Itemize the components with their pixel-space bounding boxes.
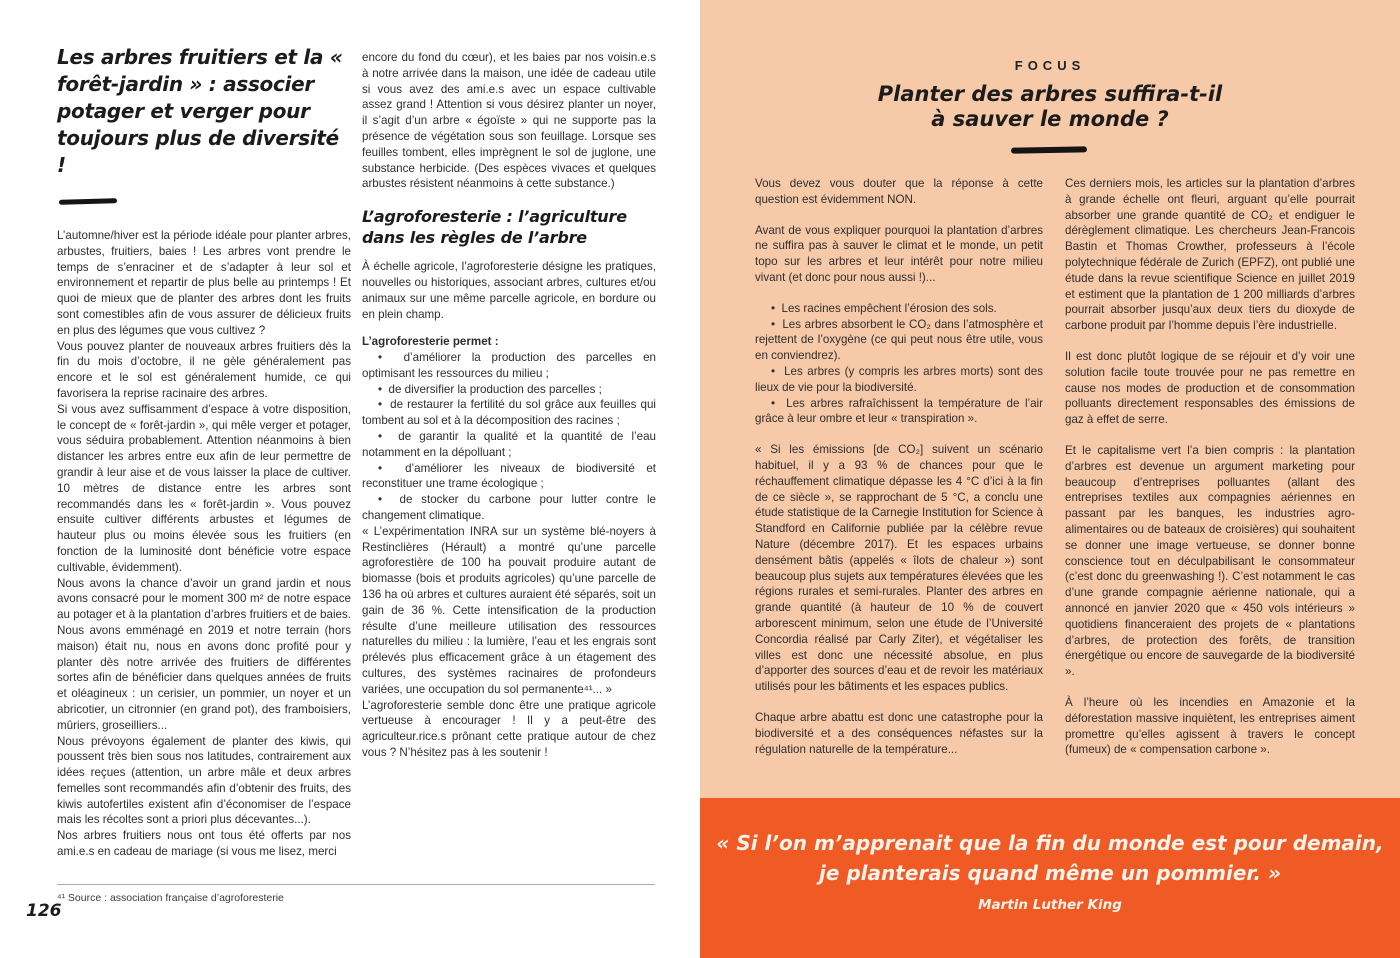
bullet-item: • de diversifier la production des parcelles ; — [362, 382, 656, 398]
title-underline — [59, 198, 117, 205]
paragraph: À l’heure où les incendies en Amazonie et la déforestation massive inquiètent, les entreprises aiment promettre qu’elles agissent à travers le concept (fumeux) de « compensation carbone ». — [1065, 695, 1355, 757]
page-number: 126 — [26, 901, 62, 921]
paragraph: Si vous avez suffisamment d’espace à votre disposition, le concept de « forêt-jardin », qui mêle verger et potager, vous séduira probablement. Attention néanmoins à bien distancer les arbres entre eux afin de leur permettre de grandir à leur aise et de vous laisser la place de cultiver. 10 mètres de distance entre les arbres sont recommandés dans les « forêt-jardin ». Vous pouvez ensuite cultiver différents arbustes et légumes de hauteur plus ou moins élevée sous les fruitiers (en fonction de la luminosité dont bénéficie votre espace cultivable, évidemment). — [57, 402, 351, 574]
bullet-item: • de stocker du carbone pour lutter contre le changement climatique. — [362, 492, 656, 524]
focus-title — [700, 82, 1400, 132]
left-column-1 — [57, 44, 351, 860]
article-title: Les arbres fruitiers et la « forêt-jardin » : associer potager et verger pour toujours plus de diversité ! — [57, 45, 343, 177]
paragraph: Il est donc plutôt logique de se réjouir et d’y voir une solution facile toute trouvée pour ne pas remettre en cause nos modes de production et de consommation polluants directement responsables des émissions de gaz à effet de serre. — [1065, 349, 1355, 427]
quote-author: Martin Luther King — [978, 897, 1122, 913]
paragraph: L’agroforesterie semble donc être une pratique agricole vertueuse à encourager ! Il y a peut-être des agriculteur.rice.s prônant cette pratique autour de chez vous ? N’hésitez pas à les soutenir ! — [362, 698, 656, 760]
right-page — [700, 0, 1400, 958]
bullet-item: • d’améliorer la production des parcelles en optimisant les ressources du milieu ; — [362, 350, 656, 382]
paragraph: Vous pouvez planter de nouveaux arbres fruitiers dès la fin du mois d’octobre, il ne gèle généralement pas encore et le sol est généralement humide, ce qui favorisera la reprise racinaire des arbres. — [57, 339, 351, 400]
bullet-item: • Les arbres (y compris les arbres morts) sont des lieux de vie pour la biodiversité. — [755, 364, 1043, 396]
paragraph: Nos arbres fruitiers nous ont tous été offerts par nos ami.e.s en cadeau de mariage (si vous me lisez, merci — [57, 829, 351, 859]
focus-kicker: FOCUS — [1014, 58, 1086, 73]
focus-underline — [1011, 146, 1087, 153]
focus-title-line1: Planter des arbres suffira-t-il — [877, 82, 1223, 106]
right-column-2 — [1065, 176, 1355, 773]
bullet-item: • d’améliorer les niveaux de biodiversité et reconstituer une trame écologique ; — [362, 461, 656, 493]
paragraph: L’automne/hiver est la période idéale pour planter arbres, arbustes, fruitiers, baies ! Les arbres vont prendre le temps de s’enraciner et de s’adapter à leur sol et environnement et repartir de plus belle au printemps ! Et quoi de mieux que de planter des arbres dont les fruits sont comestibles afin de vous assurer de délicieux fruits en plus des légumes que vous cultivez ? — [57, 229, 351, 337]
paragraph: Vous devez vous douter que la réponse à cette question est évidemment NON. — [755, 177, 1043, 206]
paragraph: Nous avons la chance d’avoir un grand jardin et nous avons consacré pour le moment 300 m² de notre espace au potager et à la plantation d’arbres fruitiers et de baies. Nous avons emménagé en 2019 et notre terrain (hors maison) était nu, nous en avons donc profité pour y planter dès notre arrivée des fruitiers de différentes sortes afin de bénéficier dans quelques années de fruits et oléagineux : un cerisier, un pommier, un noyer et un abricotier, un citronnier (en grand pot), des framboisiers, mûriers, groseilliers... — [57, 576, 351, 732]
right-column-1 — [755, 176, 1043, 772]
quote-band — [700, 798, 1400, 958]
footnote-rule — [57, 884, 655, 885]
footnote: ⁴¹ Source : association française d’agroforesterie — [57, 892, 284, 904]
section-subheading: L’agroforesterie : l’agriculture dans les règles de l’arbre — [362, 207, 627, 247]
bullet-list — [755, 301, 1043, 427]
bullet-item: • Les arbres rafraîchissent la température de l’air grâce à leur ombre et leur « transpiration ». — [755, 396, 1043, 428]
quote-line: « Si l’on m’apprenait que la fin du monde est pour demain, — [716, 831, 1384, 855]
paragraph: Et le capitalisme vert l’a bien compris : la plantation d’arbres est devenue un argument marketing pour beaucoup d’entreprises polluantes (allant des entreprises textiles aux compagnies aériennes en passant par les banques, les industries agro-alimentaires ou de bateaux de croisières) qui souhaitent se donner une image vertueuse, se donner bonne conscience tout en déculpabilisant le consommateur (c’est donc du greenwashing !). C’est notamment le cas d’une grande compagnie aérienne nationale, qui a annoncé en janvier 2020 que « 450 vols intérieurs » quotidiens financeraient des projets de « plantations d’arbres, de protection des forêts, de transition énergétique ou encore de sauvegarde de la biodiversité ». — [1065, 443, 1355, 679]
bullet-item: • Les racines empêchent l’érosion des sols. — [755, 301, 1043, 317]
focus-title-line2: à sauver le monde ? — [931, 107, 1169, 132]
paragraph: Ces derniers mois, les articles sur la plantation d’arbres à grande échelle ont fleuri, arguant qu’elle pourrait absorber une grande quantité de CO₂ et endiguer le dérèglement climatique. Les chercheurs Jean-Francois Bastin et Thomas Crowther, professeurs à l’école polytechnique fédérale de Zurich (EPFZ), ont publié une étude dans la revue scientifique Science en juillet 2019 et estiment que la plantation de 1 200 milliards d’arbres pourrait absorber jusqu’aux deux tiers du dioxyde de carbone produit par l’homme depuis l’ère industrielle. — [1065, 177, 1355, 333]
left-column-2 — [362, 50, 656, 761]
paragraph: Chaque arbre abattu est donc une catastrophe pour la biodiversité et a des conséquences néfastes sur la régulation naturelle de la température... — [755, 710, 1043, 756]
paragraph: Nous prévoyons également de planter des kiwis, qui poussent très bien sous nos latitudes, contrairement aux idées reçues (attention, un arbre mâle et deux arbres femelles sont recommandés afin d’obtenir des fruits, des kiwis autofertiles existent afin d’économiser de l’espace mais les récoltes sont a priori plus décevantes...). — [57, 734, 351, 827]
paragraph: encore du fond du cœur), et les baies par nos voisin.e.s à notre arrivée dans la maison, une idée de cadeau utile si vous avez des ami.e.s avec un espace cultivable assez grand ! Attention si vous désirez planter un noyer, il s’agit d’un arbre « égoïste » qui ne supporte pas la présence de végétation sous son feuillage. Lorsque ses feuilles tombent, elles imprègnent le sol de juglone, une substance herbicide. (Des espèces vivaces et quelques arbustes résistent néanmoins à cette substance.) — [362, 51, 656, 191]
bullet-item: • de garantir la qualité et la quantité de l’eau notamment en la dépolluant ; — [362, 429, 656, 461]
quote-line: je planterais quand même un pommier. » — [818, 861, 1281, 885]
paragraph: À échelle agricole, l’agroforesterie désigne les pratiques, nouvelles ou historiques, associant arbres, cultures et/ou animaux sur une même parcelle agricole, en bordure ou en plein champ. — [362, 260, 656, 321]
bullet-item: • Les arbres absorbent le CO₂ dans l’atmosphère et rejettent de l’oxygène (ce qui peut nous être utile, vous en conviendrez). — [755, 317, 1043, 364]
blockquote-paragraph: « Si les émissions [de CO₂] suivent un scénario habituel, il y a 93 % de chances pour que le réchauffement climatique dépasse les 4 °C d’ici à la fin de ce siècle », se rapprochant de 5 °C, a conclu une étude statistique de la Carnegie Institution for Science à Standford en Californie publiée par la célèbre revue Nature (décembre 2017). Et les espaces urbains densément bâtis (appelés « îlots de chaleur ») sont beaucoup plus sujets aux températures élevées que les régions rurales et semi-rurales. Planter des arbres en grande quantité (à hauteur de 10 % de couvert arborescent minimum, selon une étude de l’Université Concordia réalisé par Carly Ziter), et végétaliser les villes est donc une nécessité absolue, en plus d’apporter des sources d’eau et de revoir les matériaux utilisés pour les bâtiments et les espaces publics. — [755, 443, 1043, 694]
list-lead: L’agroforesterie permet : — [362, 335, 499, 349]
blockquote-paragraph: « L’expérimentation INRA sur un système blé-noyers à Restinclières (Hérault) a montré qu’une parcelle agroforestière de 100 ha pouvait produire autant de biomasse (bois et produits agricoles) qu’une parcelle de 136 ha où arbres et cultures auraient été séparés, soit un gain de 36 %. Cette intensification de la production résulte d’une meilleure utilisation des ressources naturelles du milieu : la lumière, l’eau et les engrais sont prélevés plus efficacement grâce à un étagement des cultures, des systèmes racinaires de profondeurs variées, une occupation du sol permanente⁴¹... » — [362, 524, 656, 696]
bullet-list — [362, 350, 656, 524]
paragraph: Avant de vous expliquer pourquoi la plantation d’arbres ne suffira pas à sauver le climat et le monde, un petit topo sur les arbres et leur intérêt pour notre milieu vivant (et donc pour nous aussi !)... — [755, 223, 1043, 284]
bullet-item: • de restaurer la fertilité du sol grâce aux feuilles qui tombent au sol et à la décomposition des racines ; — [362, 397, 656, 429]
